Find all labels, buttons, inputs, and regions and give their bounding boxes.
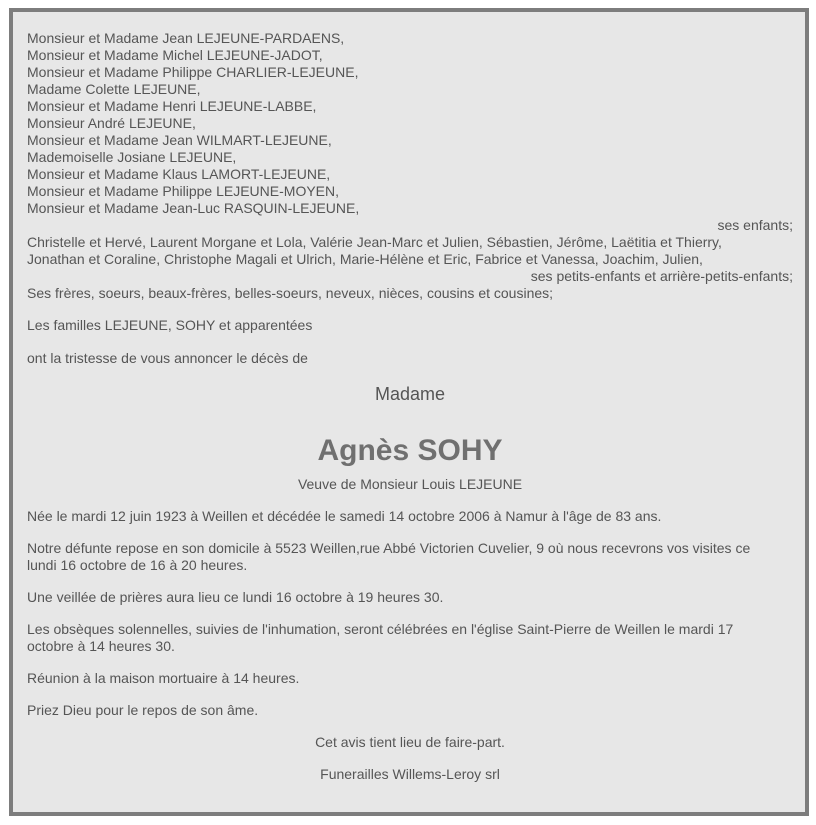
announce-line: ont la tristesse de vous annoncer le décès de (27, 350, 308, 366)
children-label: ses enfants; (717, 217, 793, 233)
reunion-line: Réunion à la maison mortuaire à 14 heures. (27, 670, 300, 686)
notice-content (27, 30, 793, 783)
family-line: Monsieur et Madame Jean WILMART-LEJEUNE, (27, 132, 332, 148)
family-line: Monsieur et Madame Henri LEJEUNE-LABBE, (27, 98, 317, 114)
widow-line: Veuve de Monsieur Louis LEJEUNE (297, 476, 523, 492)
deceased-name: Agnès SOHY (317, 434, 503, 467)
notice-line: Cet avis tient lieu de faire-part. (315, 734, 505, 750)
siblings-line: Ses frères, soeurs, beaux-frères, belles-soeurs, neveux, nièces, cousins et cousines; (27, 285, 554, 301)
repose-line: Notre défunte repose en son domicile à 5523 Weillen,rue Abbé Victorien Cuvelier, 9 où nous recevrons vos visites ce (27, 540, 751, 556)
family-list (27, 30, 793, 217)
obituary-notice (9, 8, 809, 816)
vigil-line: Une veillée de prières aura lieu ce lundi 16 octobre à 19 heures 30. (27, 589, 444, 605)
family-line: Monsieur André LEJEUNE, (27, 115, 196, 131)
family-line: Monsieur et Madame Jean LEJEUNE-PARDAENS, (27, 30, 345, 46)
grandchildren-line: Jonathan et Coraline, Christophe Magali et Ulrich, Marie-Hélène et Eric, Fabrice et Vanessa, Joachim, Julien, (27, 251, 703, 267)
families-line: Les familles LEJEUNE, SOHY et apparentées (27, 317, 313, 333)
family-line: Madame Colette LEJEUNE, (27, 81, 201, 97)
family-line: Monsieur et Madame Klaus LAMORT-LEJEUNE, (27, 166, 331, 182)
family-line: Monsieur et Madame Philippe LEJEUNE-MOYEN, (27, 183, 340, 199)
funeral-home: Funerailles Willems-Leroy srl (320, 766, 500, 782)
grandchildren-line: Christelle et Hervé, Laurent Morgane et Lola, Valérie Jean-Marc et Julien, Sébastien, Jérôme, Laëtitia et Thierry, (27, 234, 722, 250)
repose-line: lundi 16 octobre de 16 à 20 heures. (27, 557, 248, 573)
family-line: Monsieur et Madame Michel LEJEUNE-JADOT, (27, 47, 323, 63)
prayer-line: Priez Dieu pour le repos de son âme. (27, 702, 259, 718)
family-line: Monsieur et Madame Jean-Luc RASQUIN-LEJEUNE, (27, 200, 360, 216)
honorific: Madame (374, 384, 446, 404)
funeral-line: Les obsèques solennelles, suivies de l'inhumation, seront célébrées en l'église Saint-Pierre de Weillen le mardi 17 (27, 621, 734, 637)
family-line: Mademoiselle Josiane LEJEUNE, (27, 149, 237, 165)
birth-death-line: Née le mardi 12 juin 1923 à Weillen et décédée le samedi 14 octobre 2006 à Namur à l'âge de 83 ans. (27, 508, 662, 524)
funeral-line: octobre à 14 heures 30. (27, 638, 175, 654)
grandchildren-label: ses petits-enfants et arrière-petits-enfants; (530, 268, 793, 284)
family-line: Monsieur et Madame Philippe CHARLIER-LEJEUNE, (27, 64, 359, 80)
